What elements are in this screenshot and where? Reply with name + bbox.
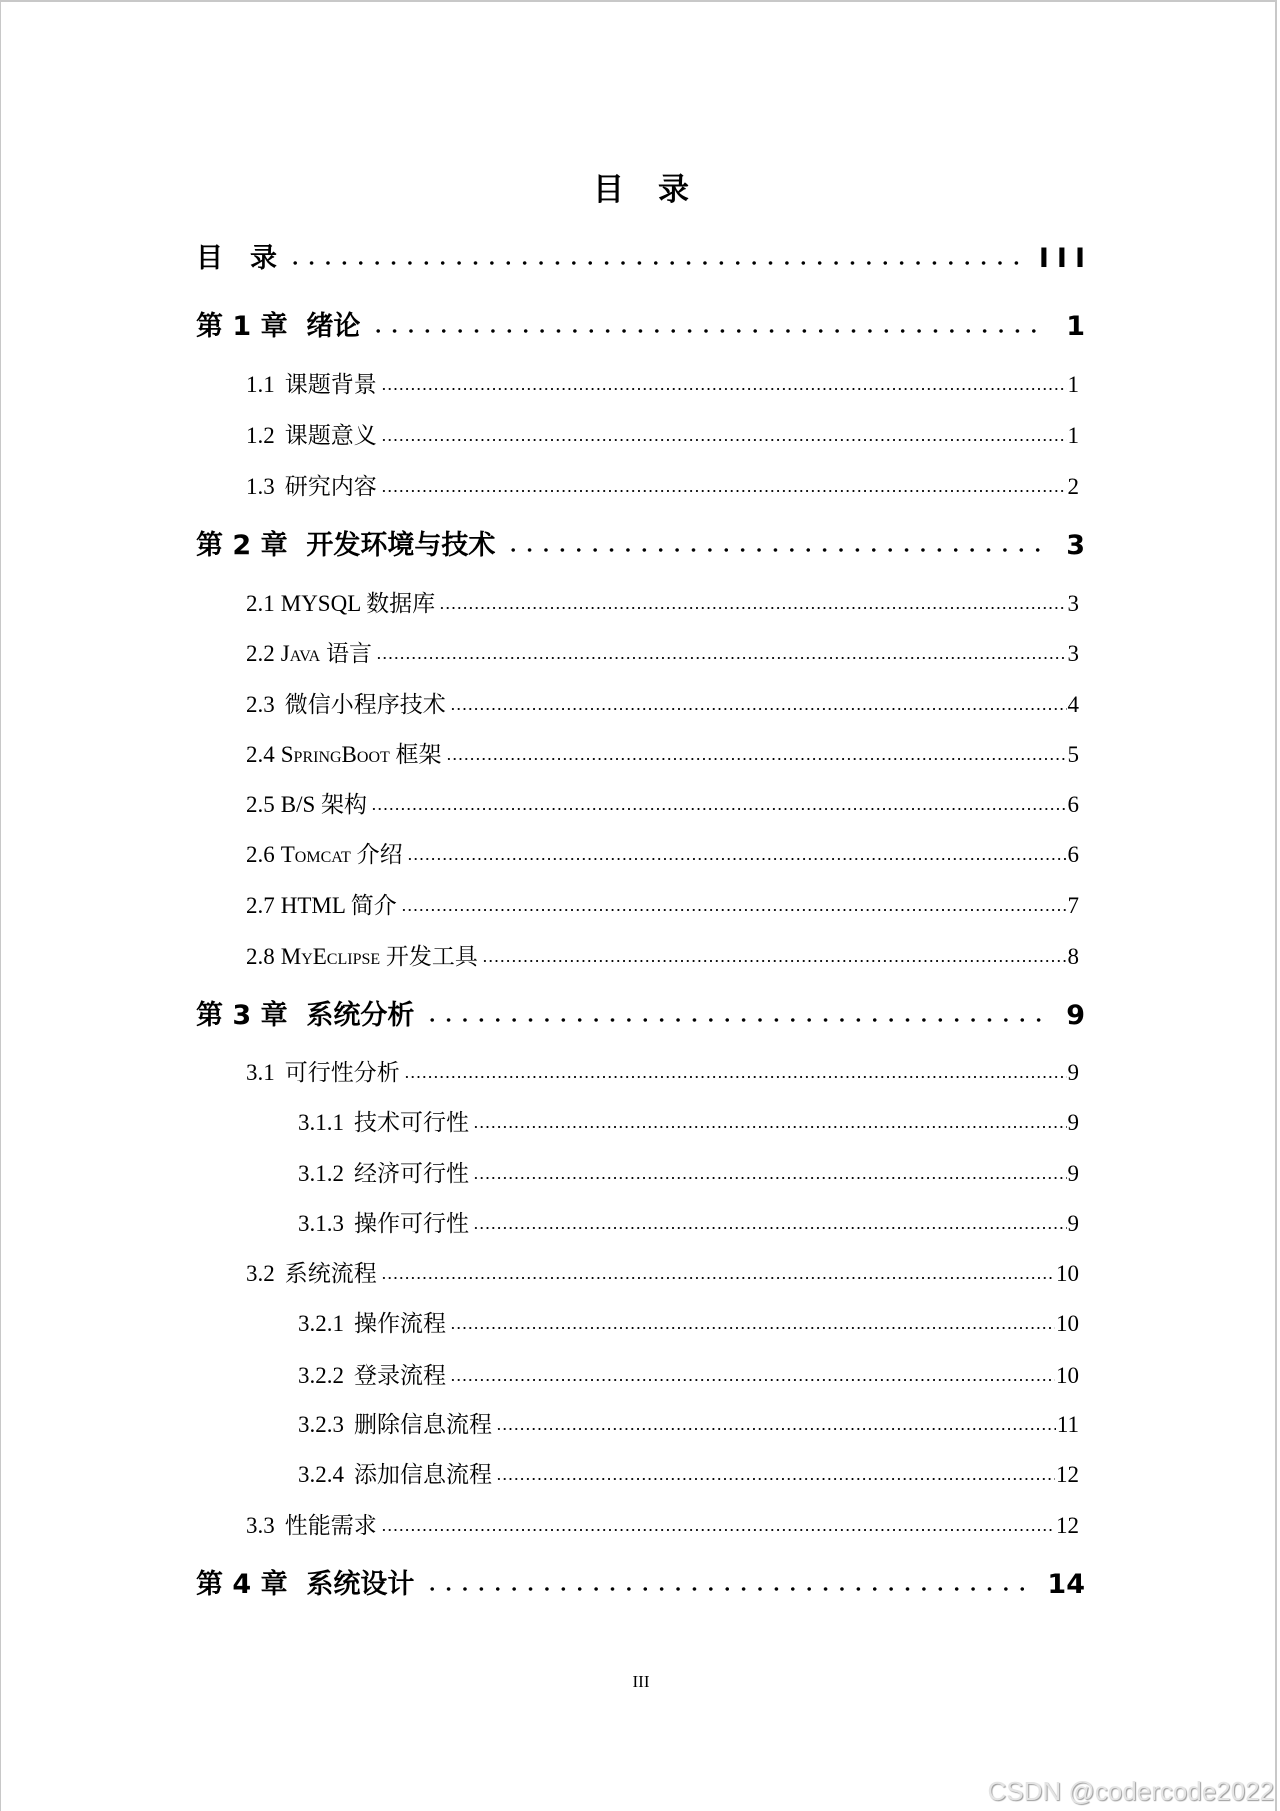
dot-leader: [482, 959, 1067, 963]
toc-entry-page: 7: [1067, 893, 1079, 918]
toc-entry-title: 系统流程: [284, 1261, 377, 1286]
dot-leader: [496, 1427, 1056, 1431]
toc-entry-number: 3.1.2: [298, 1161, 344, 1186]
toc-entry-title-latin: MyEclipse: [280, 944, 381, 969]
dot-leader: [381, 489, 1067, 493]
toc-entry-title-latin: SpringBoot: [280, 742, 390, 767]
toc-entry-title: B/S 架构: [280, 792, 368, 817]
toc-entry-title: 绪论: [306, 311, 361, 342]
toc-entry-title: 目 录: [196, 243, 277, 274]
toc-entry-page: 9: [1067, 1060, 1079, 1085]
toc-entry-2-7[interactable]: [246, 887, 1079, 919]
dot-leader: [381, 438, 1067, 442]
toc-entry-number: 第 1 章: [196, 311, 288, 342]
toc-entry-title: 语言: [326, 641, 372, 666]
toc-entry-title: 经济可行性: [354, 1161, 469, 1186]
toc-entry-number: 2.1: [246, 591, 275, 616]
toc-entry-number: 3.3: [246, 1513, 275, 1538]
toc-entry-page: 12: [1056, 1462, 1079, 1487]
toc-entry-1-1[interactable]: [246, 366, 1079, 398]
toc-entry-page: 3: [1066, 530, 1085, 561]
toc-entry-3-2[interactable]: [246, 1255, 1079, 1287]
toc-entry-page: 8: [1067, 944, 1079, 969]
toc-entry-title: 删除信息流程: [354, 1412, 492, 1437]
toc-entry-number: 3.2.2: [298, 1363, 344, 1388]
toc-entry-chapter-3[interactable]: [196, 993, 1085, 1033]
toc-entry-title: 开发环境与技术: [306, 530, 496, 561]
toc-entry-number: 2.6: [246, 842, 275, 867]
page-title-char: 目: [593, 172, 624, 208]
toc-entry-chapter-2[interactable]: [196, 523, 1085, 563]
toc-entry-title-latin: Tomcat: [280, 842, 351, 867]
toc-entry-2-3[interactable]: [246, 686, 1079, 718]
toc-entry-page: 3: [1067, 641, 1079, 666]
toc-entry-number: 3.2.3: [298, 1412, 344, 1437]
dot-leader: [381, 1276, 1055, 1280]
toc-entry-title: 操作流程: [354, 1311, 446, 1336]
toc-entry-page: 9: [1067, 1110, 1079, 1135]
toc-entry-chapter-1[interactable]: [196, 304, 1085, 344]
dot-leader: [450, 1326, 1055, 1330]
toc-entry-title: 系统设计: [306, 1569, 415, 1600]
toc-entry-number: 2.8: [246, 944, 275, 969]
toc-entry-page: 14: [1047, 1569, 1085, 1600]
toc-entry-number: 1.3: [246, 474, 275, 499]
dot-leader: [381, 1528, 1055, 1532]
dot-leader: [287, 260, 1021, 266]
toc-entry-2-2[interactable]: [246, 635, 1079, 667]
toc-entry-3-1[interactable]: [246, 1054, 1079, 1086]
toc-entry-3-2-3[interactable]: [298, 1406, 1079, 1438]
toc-entry-number: 2.4: [246, 742, 275, 767]
toc-entry-number: 3.2.4: [298, 1462, 344, 1487]
toc-entry-title: 研究内容: [284, 474, 377, 499]
toc-entry-1-2[interactable]: [246, 417, 1079, 449]
page-title: [1, 170, 1280, 210]
toc-entry-page: 10: [1056, 1311, 1079, 1336]
toc-entry-title: 微信小程序技术: [284, 692, 446, 717]
toc-entry-1-3[interactable]: [246, 468, 1079, 500]
toc-entry-page: 9: [1067, 1161, 1079, 1186]
dot-leader: [450, 707, 1067, 711]
toc-entry-3-1-2[interactable]: [298, 1155, 1079, 1187]
toc-entry-2-6[interactable]: [246, 836, 1079, 868]
toc-entry-page: 10: [1056, 1363, 1079, 1388]
toc-entry-number: 第 3 章: [196, 1000, 288, 1031]
toc-entry-3-1-1[interactable]: [298, 1104, 1079, 1136]
toc-entry-3-3[interactable]: [246, 1507, 1079, 1539]
toc-entry-page: 10: [1056, 1261, 1079, 1286]
dot-leader: [473, 1226, 1067, 1230]
watermark: CSDN @codercode2022: [987, 1776, 1274, 1806]
dot-leader: [439, 606, 1066, 610]
toc-entry-page: 1: [1066, 311, 1085, 342]
dot-leader: [376, 656, 1067, 660]
toc-entry-title-latin: Java: [280, 641, 321, 666]
toc-entry-title: HTML 简介: [280, 893, 397, 918]
toc-entry-title: 添加信息流程: [354, 1462, 492, 1487]
toc-entry-page: 6: [1067, 792, 1079, 817]
toc-entry-number: 3.1.3: [298, 1211, 344, 1236]
dot-leader: [473, 1125, 1067, 1129]
toc-entry-number: 1.2: [246, 423, 275, 448]
toc-entry-page: 12: [1056, 1513, 1079, 1538]
toc-entry-number: 第 4 章: [196, 1569, 288, 1600]
toc-entry-number: 2.5: [246, 792, 275, 817]
toc-entry-page: 11: [1056, 1412, 1079, 1437]
toc-entry-3-2-1[interactable]: [298, 1305, 1079, 1337]
toc-entry-number: 1.1: [246, 372, 275, 397]
toc-entry-title: 课题意义: [284, 423, 377, 448]
footer-page-number: III: [632, 1672, 650, 1691]
toc-entry-page: 9: [1067, 1211, 1079, 1236]
dot-leader: [505, 547, 1048, 553]
toc-entry-title: MYSQL 数据库: [280, 591, 436, 616]
toc-entry-number: 2.2: [246, 641, 275, 666]
toc-entry-title: 开发工具: [385, 944, 478, 969]
toc-entry-title: 介绍: [356, 842, 403, 867]
toc-entry-title: 系统分析: [306, 1000, 415, 1031]
toc-entry-page: 9: [1066, 1000, 1085, 1031]
toc-entry-number: 3.1: [246, 1060, 275, 1085]
toc-entry-title: 框架: [395, 742, 442, 767]
toc-entry-chapter-4[interactable]: [196, 1562, 1085, 1602]
toc-entry-number: 2.3: [246, 692, 275, 717]
toc-entry-title: 操作可行性: [354, 1211, 469, 1236]
dot-leader: [404, 1075, 1067, 1079]
toc-entry-2-1[interactable]: [246, 585, 1079, 617]
dot-leader: [473, 1176, 1067, 1180]
dot-leader: [381, 387, 1067, 391]
dot-leader: [424, 1017, 1048, 1023]
toc-entry-number: 2.7: [246, 893, 275, 918]
dot-leader: [446, 757, 1067, 761]
toc-entry-page: 5: [1067, 742, 1079, 767]
toc-entry-2-8[interactable]: [246, 938, 1079, 970]
toc-entry-page: 1: [1067, 423, 1079, 448]
page-title-char: 录: [658, 172, 689, 208]
toc-entry-3-1-3[interactable]: [298, 1205, 1079, 1237]
toc-entry-number: 第 2 章: [196, 530, 288, 561]
toc-entry-2-4[interactable]: [246, 736, 1079, 768]
dot-leader: [401, 908, 1067, 912]
dot-leader: [424, 1586, 1029, 1592]
toc-entry-3-2-2[interactable]: [298, 1357, 1079, 1389]
dot-leader: [496, 1477, 1055, 1481]
dot-leader: [450, 1378, 1055, 1382]
toc-entry-page: 3: [1067, 591, 1079, 616]
dot-leader: [407, 857, 1067, 861]
dot-leader: [371, 807, 1066, 811]
toc-entry-2-5[interactable]: [246, 786, 1079, 818]
toc-entry-number: 3.1.1: [298, 1110, 344, 1135]
toc-entry-page: 1: [1067, 372, 1079, 397]
toc-entry-number: 3.2.1: [298, 1311, 344, 1336]
toc-entry-contents[interactable]: [196, 236, 1093, 276]
toc-entry-page: 6: [1067, 842, 1079, 867]
toc-entry-title: 可行性分析: [284, 1060, 400, 1085]
dot-leader: [370, 328, 1048, 334]
toc-entry-title: 技术可行性: [354, 1110, 469, 1135]
toc-entry-page: 4: [1067, 692, 1079, 717]
toc-entry-number: 3.2: [246, 1261, 275, 1286]
toc-entry-title: 性能需求: [284, 1513, 377, 1538]
toc-entry-3-2-4[interactable]: [298, 1456, 1079, 1488]
toc-entry-page: III: [1038, 243, 1093, 274]
toc-entry-page: 2: [1067, 474, 1079, 499]
toc-entry-title: 课题背景: [284, 372, 377, 397]
toc-entry-title: 登录流程: [354, 1363, 446, 1388]
